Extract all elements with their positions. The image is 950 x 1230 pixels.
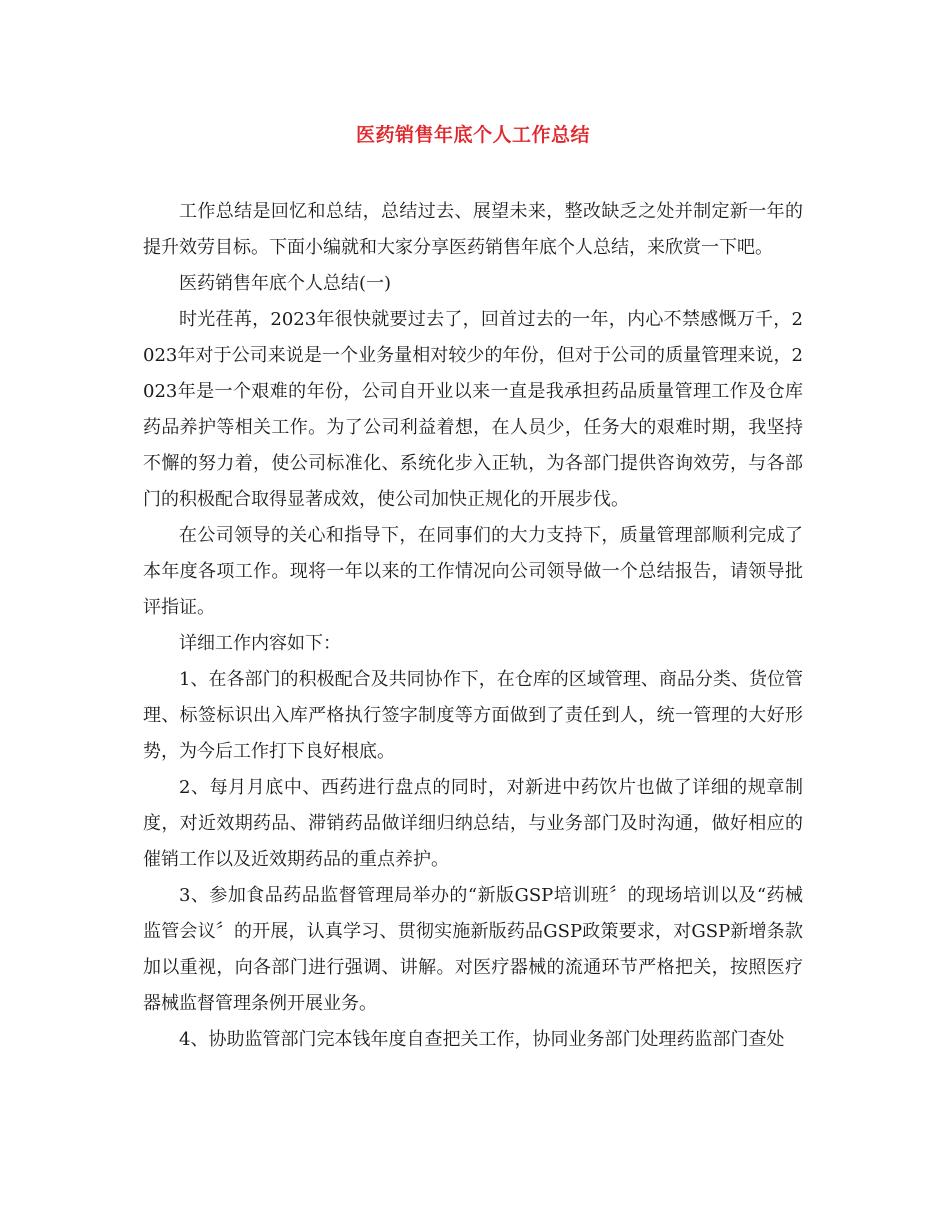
list-intro: 详细工作内容如下： (179, 633, 341, 654)
list-item: 3、参加食品药品监督管理局举办的“新版GSP培训班〞的现场培训以及“药械监管会议〞的开展，认真学习、贯彻实施新版药品GSP政策要求，对GSP新增条款加以重视，向各部门进行强调、讲解。对医疗器械的流通环节严格把关，按照医疗器械监督管理条例开展业务。 (143, 885, 803, 1014)
document-title: 医药销售年底个人工作总结 (355, 124, 590, 146)
body-paragraph: 在公司领导的关心和指导下，在同事们的大力支持下，质量管理部顺利完成了本年度各项工作。现将一年以来的工作情况向公司领导做一个总结报告，请领导批评指证。 (143, 525, 803, 618)
list-item: 4、协助监管部门完本钱年度自查把关工作，协同业务部门处理药监部门查处 (179, 1029, 785, 1050)
section-heading: 医药销售年底个人总结(一) (179, 273, 392, 294)
document-page (143, 120, 803, 1058)
list-item: 1、在各部门的积极配合及共同协作下，在仓库的区域管理、商品分类、货位管理、标签标识出入库严格执行签字制度等方面做到了责任到人，统一管理的大好形势，为今后工作打下良好根底。 (143, 669, 803, 762)
list-item: 2、每月月底中、西药进行盘点的同时，对新进中药饮片也做了详细的规章制度，对近效期药品、滞销药品做详细归纳总结，与业务部门及时沟通，做好相应的催销工作以及近效期药品的重点养护。 (143, 777, 803, 870)
intro-paragraph: 工作总结是回忆和总结，总结过去、展望未来，整改缺乏之处并制定新一年的提升效劳目标。下面小编就和大家分享医药销售年底个人总结，来欣赏一下吧。 (143, 201, 803, 258)
body-paragraph: 时光荏苒，2023年很快就要过去了，回首过去的一年，内心不禁感慨万千，2023年对于公司来说是一个业务量相对较少的年份，但对于公司的质量管理来说，2023年是一个艰难的年份，公司自开业以来一直是我承担药品质量管理工作及仓库药品养护等相关工作。为了公司利益着想，在人员少，任务大的艰难时期，我坚持不懈的努力着，使公司标准化、系统化步入正轨，为各部门提供咨询效劳，与各部门的积极配合取得显著成效，使公司加快正规化的开展步伐。 (143, 309, 803, 510)
